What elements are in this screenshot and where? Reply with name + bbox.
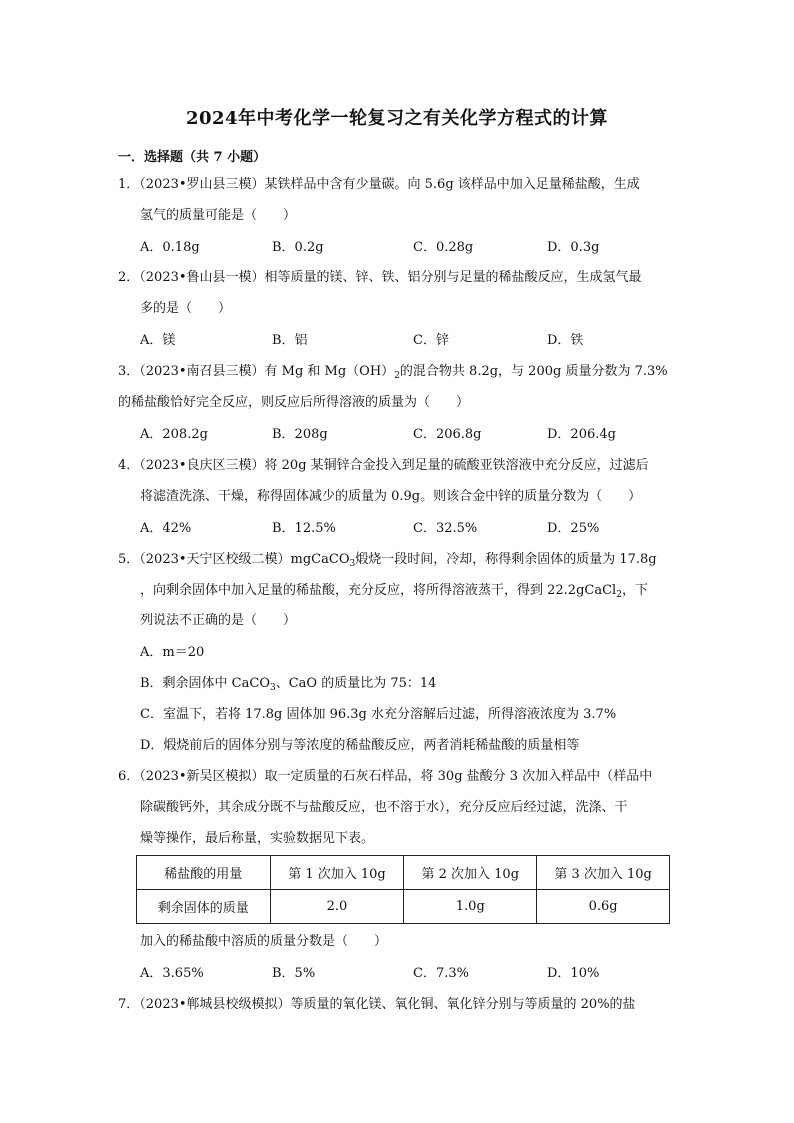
question-3-option-c: C．206.8g	[413, 427, 482, 442]
question-1-option-c: C．0.28g	[413, 240, 474, 255]
table-cell: 第 3 次加入 10g	[537, 856, 670, 890]
question-1-option-d: D．0.3g	[547, 240, 600, 255]
question-1-option-a: A．0.18g	[140, 240, 200, 255]
question-1-text-cont: 氢气的质量可能是（ ）	[140, 208, 297, 223]
question-4-option-a: A．42%	[140, 521, 192, 536]
question-6-prompt: 加入的稀盐酸中溶质的质量分数是（ ）	[140, 934, 388, 949]
question-1-option-b: B．0.2g	[272, 240, 324, 255]
question-6-option-c: C．7.3%	[413, 966, 469, 981]
table-cell: 2.0	[270, 890, 404, 924]
question-6-option-d: D．10%	[547, 966, 600, 981]
table-cell: 第 2 次加入 10g	[404, 856, 537, 890]
document-title: 2024年中考化学一轮复习之有关化学方程式的计算	[185, 108, 609, 129]
question-4-text-cont: 将滤渣洗涤、干燥，称得固体减少的质量为 0.9g。则该合金中锌的质量分数为（ ）	[140, 489, 642, 504]
question-3-option-d: D．206.4g	[547, 427, 616, 442]
table-cell: 0.6g	[537, 890, 670, 924]
table-header-row	[137, 856, 670, 890]
question-2-option-d: D．铁	[547, 333, 584, 348]
table-cell: 1.0g	[404, 890, 537, 924]
question-5-text-cont: ，向剩余固体中加入足量的稀盐酸，充分反应，将所得溶液蒸干，得到 22.2gCaCl$_2$，下	[140, 583, 648, 600]
question-2-option-a: A．镁	[140, 333, 176, 348]
question-3-text-cont: 的稀盐酸恰好完全反应，则反应后所得溶液的质量为（ ）	[118, 395, 470, 410]
question-6-option-b: B．5%	[272, 966, 316, 981]
question-5-option-d: D．煅烧前后的固体分别与等浓度的稀盐酸反应，两者消耗稀盐酸的质量相等	[140, 738, 580, 753]
table-cell: 第 1 次加入 10g	[270, 856, 404, 890]
table-cell: 稀盐酸的用量	[137, 856, 271, 890]
question-4-text: 4．（2023•良庆区三模）将 20g 某铜锌合金投入到足量的硫酸亚铁溶液中充分反应，过滤后	[118, 458, 649, 473]
question-5-option-a: A．m＝20	[140, 645, 205, 660]
question-1-text: 1．（2023•罗山县三模）某铁样品中含有少量碳。向 5.6g 该样品中加入足量稀盐酸，生成	[118, 177, 640, 192]
question-6-option-a: A．3.65%	[140, 966, 204, 981]
question-2-text: 2．（2023•鲁山县一模）相等质量的镁、锌、铁、铝分别与足量的稀盐酸反应，生成氢气最	[118, 270, 642, 285]
question-4-option-d: D．25%	[547, 521, 600, 536]
question-6-text-cont: 除碳酸钙外，其余成分既不与盐酸反应，也不溶于水），充分反应后经过滤，洗涤、干	[140, 800, 628, 815]
question-5-option-c: C．室温下，若将 17.8g 固体加 96.3g 水充分溶解后过滤，所得溶液浓度为 3.7%	[140, 707, 617, 722]
question-2-option-c: C．锌	[413, 333, 449, 348]
question-3-text: 3．（2023•南召县三模）有 Mg 和 $Mg(OH)_2$的混合物共 8.2g，与 200g 质量分数为 7.3%	[118, 364, 668, 381]
question-3-option-b: B．208g	[272, 427, 328, 442]
experiment-data-table	[136, 855, 670, 924]
question-6-text: 6．（2023•新吴区模拟）取一定质量的石灰石样品，将 30g 盐酸分 3 次加入样品中（样品中	[118, 769, 653, 784]
question-5-text: 5．（2023•天宁区校级二模）mgCaCO$_3$煅烧一段时间，冷却，称得剩余固体的质量为 17.8g	[118, 552, 657, 569]
question-2-option-b: B．铝	[272, 333, 308, 348]
question-5-text-cont-2: 列说法不正确的是（ ）	[140, 613, 297, 628]
table-cell: 剩余固体的质量	[137, 890, 271, 924]
question-4-option-b: B．12.5%	[272, 521, 336, 536]
question-2-text-cont: 多的是（ ）	[140, 301, 232, 316]
question-6-text-cont-2: 燥等操作，最后称量，实验数据见下表。	[140, 831, 375, 846]
question-3-option-a: A．208.2g	[140, 427, 208, 442]
question-4-option-c: C．32.5%	[413, 521, 478, 536]
question-7-text: 7．（2023•郸城县校级模拟）等质量的氧化镁、氧化铜、氧化锌分别与等质量的 20%的盐	[118, 997, 636, 1012]
table-row	[137, 890, 670, 924]
section-heading: 一．选择题（共 7 小题）	[118, 150, 267, 165]
question-5-option-b: B．剩余固体中 CaCO$_3$、CaO 的质量比为 75：14	[140, 676, 437, 693]
